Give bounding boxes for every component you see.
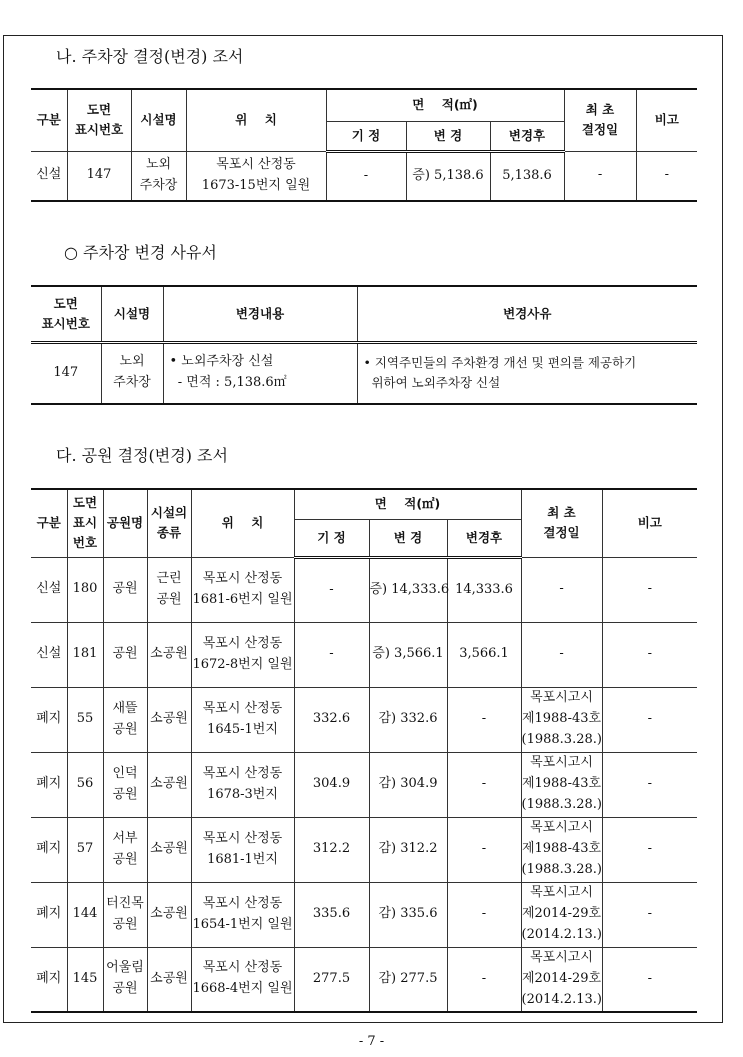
cell-date: 목포시고시 제2014-29호 (2014.2.13.) (521, 947, 602, 1012)
cell-change: 감) 332.6 (369, 687, 447, 752)
cell-bigo: - (602, 622, 697, 687)
col-choecho: 최 초 결정일 (521, 489, 602, 557)
cell-gubun: 신설 (31, 622, 67, 687)
cell-date: - (521, 557, 602, 622)
cell-after: - (447, 752, 521, 817)
cell-no: 55 (67, 687, 103, 752)
cell-gijeong: 277.5 (294, 947, 369, 1012)
cell-change: 감) 304.9 (369, 752, 447, 817)
table-row (31, 687, 697, 752)
cell-name: 노외 주차장 (131, 151, 186, 201)
table-row (31, 947, 697, 1012)
cell-after: - (447, 687, 521, 752)
cell-no: 180 (67, 557, 103, 622)
cell-change: 감) 335.6 (369, 882, 447, 947)
cell-no: 57 (67, 817, 103, 882)
cell-no: 145 (67, 947, 103, 1012)
cell-after: - (447, 817, 521, 882)
cell-gubun: 폐지 (31, 882, 67, 947)
col-gubun: 구분 (31, 89, 67, 151)
cell-loc: 목포시 산정동 1681-6번지 일원 (191, 557, 294, 622)
cell-gijeong: 312.2 (294, 817, 369, 882)
cell-bigo: - (602, 882, 697, 947)
cell-change: 감) 312.2 (369, 817, 447, 882)
cell-after: - (447, 882, 521, 947)
cell-date: - (564, 151, 636, 201)
col-choecho: 최 초 결정일 (564, 89, 636, 151)
cell-gubun: 폐지 (31, 817, 67, 882)
parking-decision-table (31, 88, 697, 202)
cell-bigo: - (602, 817, 697, 882)
cell-date: - (521, 622, 602, 687)
cell-name: 노외 주차장 (101, 342, 163, 404)
cell-name: 터진목 공원 (103, 882, 147, 947)
cell-content: • 노외주차장 신설 - 면적 : 5,138.6㎡ (163, 342, 357, 404)
col-gubun: 구분 (31, 489, 67, 557)
col-type: 시설의 종류 (147, 489, 191, 557)
cell-type: 소공원 (147, 817, 191, 882)
cell-date: 목포시고시 제2014-29호 (2014.2.13.) (521, 882, 602, 947)
cell-no: 147 (31, 342, 101, 404)
cell-gijeong: - (294, 622, 369, 687)
cell-name: 어울림 공원 (103, 947, 147, 1012)
cell-loc: 목포시 산정동 1672-8번지 일원 (191, 622, 294, 687)
table-row (31, 817, 697, 882)
cell-reason: • 지역주민들의 주차환경 개선 및 편의를 제공하기 위하여 노외주차장 신설 (357, 342, 697, 404)
page-number: - 7 - (358, 1034, 385, 1049)
cell-date: 목포시고시 제1988-43호 (1988.3.28.) (521, 687, 602, 752)
cell-after: - (447, 947, 521, 1012)
cell-name: 서부 공원 (103, 817, 147, 882)
cell-gubun: 폐지 (31, 947, 67, 1012)
cell-name: 인덕 공원 (103, 752, 147, 817)
cell-after: 3,566.1 (447, 622, 521, 687)
cell-gijeong: - (294, 557, 369, 622)
cell-date: 목포시고시 제1988-43호 (1988.3.28.) (521, 817, 602, 882)
cell-loc: 목포시 산정동 1645-1번지 (191, 687, 294, 752)
col-siseol: 시설명 (101, 286, 163, 342)
col-domyeon: 도면 표시 번호 (67, 489, 103, 557)
cell-gubun: 폐지 (31, 687, 67, 752)
col-wichi: 위 치 (191, 489, 294, 557)
cell-name: 공원 (103, 557, 147, 622)
cell-type: 소공원 (147, 882, 191, 947)
col-area: 면 적(㎡) (294, 489, 521, 519)
cell-change: 증) 14,333.6 (369, 557, 447, 622)
cell-after: 14,333.6 (447, 557, 521, 622)
cell-change: 감) 277.5 (369, 947, 447, 1012)
cell-loc: 목포시 산정동 1654-1번지 일원 (191, 882, 294, 947)
col-after: 변경후 (447, 519, 521, 557)
col-domyeon: 도면 표시번호 (31, 286, 101, 342)
cell-type: 소공원 (147, 687, 191, 752)
cell-bigo: - (602, 687, 697, 752)
section-title-parking: 나. 주차장 결정(변경) 조서 (56, 47, 244, 66)
cell-change: 증) 5,138.6 (406, 151, 490, 201)
col-reason: 변경사유 (357, 286, 697, 342)
table-row (31, 557, 697, 622)
cell-type: 소공원 (147, 947, 191, 1012)
col-bigo: 비고 (636, 89, 697, 151)
col-after: 변경후 (490, 121, 564, 151)
cell-no: 181 (67, 622, 103, 687)
cell-name: 새뜰 공원 (103, 687, 147, 752)
cell-type: 소공원 (147, 622, 191, 687)
cell-gijeong: - (326, 151, 406, 201)
parking-reason-table (31, 285, 697, 405)
cell-gubun: 폐지 (31, 752, 67, 817)
cell-loc: 목포시 산정동 1681-1번지 (191, 817, 294, 882)
cell-change: 증) 3,566.1 (369, 622, 447, 687)
cell-date: 목포시고시 제1988-43호 (1988.3.28.) (521, 752, 602, 817)
cell-bigo: - (636, 151, 697, 201)
cell-gubun: 신설 (31, 557, 67, 622)
col-byeongyeong: 변 경 (406, 121, 490, 151)
table-row (31, 151, 697, 201)
col-siseol: 시설명 (131, 89, 186, 151)
col-wichi: 위 치 (186, 89, 326, 151)
cell-name: 공원 (103, 622, 147, 687)
cell-gijeong: 335.6 (294, 882, 369, 947)
cell-loc: 목포시 산정동 1668-4번지 일원 (191, 947, 294, 1012)
col-content: 변경내용 (163, 286, 357, 342)
col-gijeong: 기 정 (326, 121, 406, 151)
cell-gijeong: 304.9 (294, 752, 369, 817)
col-byeongyeong: 변 경 (369, 519, 447, 557)
col-domyeon: 도면 표시번호 (67, 89, 131, 151)
cell-bigo: - (602, 557, 697, 622)
col-area: 면 적(㎡) (326, 89, 564, 121)
section-title-parking-reason: ○ 주차장 변경 사유서 (64, 243, 217, 262)
cell-no: 56 (67, 752, 103, 817)
cell-gijeong: 332.6 (294, 687, 369, 752)
table-row (31, 882, 697, 947)
cell-loc: 목포시 산정동 1678-3번지 (191, 752, 294, 817)
cell-type: 소공원 (147, 752, 191, 817)
park-decision-table (31, 488, 697, 1013)
table-row (31, 752, 697, 817)
table-row (31, 622, 697, 687)
cell-after: 5,138.6 (490, 151, 564, 201)
cell-loc: 목포시 산정동 1673-15번지 일원 (186, 151, 326, 201)
table-row (31, 342, 697, 404)
section-title-park: 다. 공원 결정(변경) 조서 (56, 446, 228, 465)
col-bigo: 비고 (602, 489, 697, 557)
cell-gubun: 신설 (31, 151, 67, 201)
cell-no: 144 (67, 882, 103, 947)
cell-no: 147 (67, 151, 131, 201)
cell-bigo: - (602, 947, 697, 1012)
col-gijeong: 기 정 (294, 519, 369, 557)
cell-type: 근린 공원 (147, 557, 191, 622)
col-park: 공원명 (103, 489, 147, 557)
cell-bigo: - (602, 752, 697, 817)
